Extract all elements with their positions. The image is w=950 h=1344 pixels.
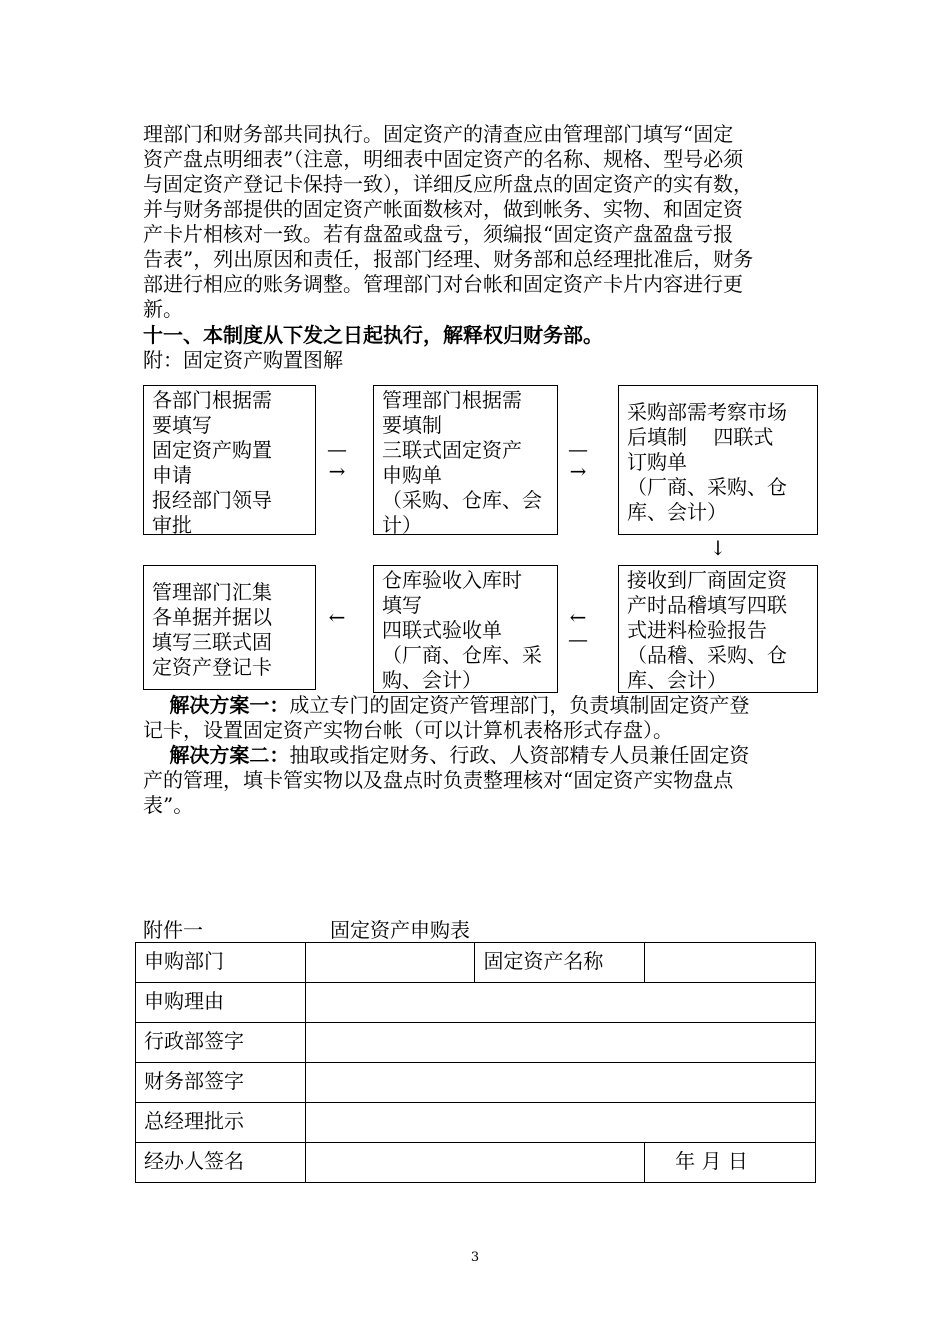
solution-two-label: 解决方案二： [169,743,290,767]
flow-text: 各部门根据需 [152,388,272,412]
flow-box-inspection-report [618,565,818,693]
gm-approval-label: 总经理批示 [136,1103,306,1143]
flow-arrow-down: ↓ [709,536,727,560]
flow-text: 库、会计） [627,668,727,692]
dept-label: 申购部门 [136,943,306,983]
flow-text: 填写三联式固 [152,630,272,654]
intro-line: 并与财务部提供的固定资产帐面数核对，做到帐务、实物、和固定资 [143,197,743,221]
flow-text: （品稽、采购、仓 [627,643,787,667]
flow-text: 式进料检验报告 [627,618,767,642]
form-row [136,943,816,983]
flow-text: 报经部门领导 [152,488,272,512]
solution-two-text: 抽取或指定财务、行政、人资部精专人员兼任固定资 [289,743,750,767]
arrow-dash: — [327,437,347,461]
reason-label: 申购理由 [136,983,306,1023]
arrow-right-icon: → [569,459,587,483]
form-row [136,1143,816,1183]
flow-box-dept-request [143,385,316,535]
flow-text: 接收到厂商固定资 [627,568,787,592]
dept-field[interactable] [305,943,475,983]
solution-two [143,743,811,818]
flow-box-asset-card [143,565,316,690]
flow-arrow-right-1 [322,438,352,482]
intro-line: 与固定资产登记卡保持一致），详细反应所盘点的固定资产的实有数， [143,172,753,196]
form-title: 固定资产申购表 [330,918,470,942]
flow-text: 要填制 [382,413,442,437]
flow-text: 订购单 [627,450,687,474]
flow-box-purchase-request [373,385,558,535]
flow-text: 四联式验收单 [382,618,502,642]
flow-text: （厂商、采购、仓 [627,475,787,499]
intro-line: 告表”，列出原因和责任，报部门经理、财务部和总经理批准后，财务 [143,247,754,271]
arrow-dash: — [568,627,588,651]
arrow-right-icon: → [328,459,346,483]
flow-text: 定资产登记卡 [152,655,272,679]
flow-box-receipt-slip [373,565,558,693]
form-row [136,983,816,1023]
finance-sign-label: 财务部签字 [136,1063,306,1103]
intro-line: 资产盘点明细表”（注意，明细表中固定资产的名称、规格、型号必须 [143,147,744,171]
flow-text: 填写 [382,593,422,617]
appendix-label: 附：固定资产购置图解 [143,348,343,372]
section-11-heading: 十一、本制度从下发之日起执行，解释权归财务部。 [143,323,603,347]
flow-text: 管理部门根据需 [382,388,522,412]
page-number: 3 [470,1250,480,1265]
flow-text: 采购部需考察市场 [627,400,787,424]
handler-sign-field[interactable] [305,1143,644,1183]
solution-one-cont: 记卡，设置固定资产实物台帐（可以计算机表格形式存盘）。 [143,718,673,742]
flow-text: 库、会计） [627,500,727,524]
gm-approval-field[interactable] [305,1103,815,1143]
intro-line: 部进行相应的账务调整。管理部门对台帐和固定资产卡片内容进行更 [143,272,743,296]
flow-text: （采购、仓库、会 [382,488,542,512]
flow-text: 三联式固定资产 [382,438,522,462]
solution-two-first-line [143,743,811,768]
flow-text: 固定资产购置 [152,438,272,462]
attachment-label: 附件一 [143,918,203,942]
arrow-dash: — [568,437,588,461]
date-field[interactable]: 年 月 日 [645,1143,816,1183]
purchase-request-form [135,942,816,1183]
solution-one-text: 成立专门的固定资产管理部门，负责填制固定资产登 [289,693,750,717]
flow-arrow-left-1 [563,606,593,650]
admin-sign-label: 行政部签字 [136,1023,306,1063]
finance-sign-field[interactable] [305,1063,815,1103]
solution-one-first-line [143,693,811,718]
flow-text: 各单据并据以 [152,605,272,629]
solution-two-cont: 产的管理，填卡管实物以及盘点时负责整理核对“固定资产实物盘点 [143,768,734,792]
asset-name-field[interactable] [645,943,816,983]
solution-one-label: 解决方案一： [169,693,290,717]
form-row [136,1023,816,1063]
flow-text: 要填写 [152,413,212,437]
reason-field[interactable] [305,983,815,1023]
intro-paragraph [143,122,811,322]
flow-text: 购、会计） [382,668,482,692]
flow-text: 管理部门汇集 [152,580,272,604]
flow-text: 申请 [152,463,192,487]
flow-text: 仓库验收入库时 [382,568,522,592]
flow-text: 计） [382,513,422,537]
intro-line: 理部门和财务部共同执行。固定资产的清查应由管理部门填写“固定 [143,122,734,146]
admin-sign-field[interactable] [305,1023,815,1063]
flow-arrow-right-2 [563,438,593,482]
flow-text: 审批 [152,513,192,537]
form-row [136,1103,816,1143]
form-row [136,1063,816,1103]
intro-line: 产卡片相核对一致。若有盘盈或盘亏，须编报“固定资产盘盈盘亏报 [143,222,734,246]
intro-line: 新。 [143,297,183,321]
handler-sign-label: 经办人签名 [136,1143,306,1183]
solution-two-cont: 表”。 [143,793,194,817]
flow-text: 后填制 四联式 [627,425,774,449]
flow-arrow-left-2: ← [328,605,346,629]
asset-name-label: 固定资产名称 [475,943,645,983]
solution-one [143,693,811,743]
flow-text: （厂商、仓库、采 [382,643,542,667]
flow-text: 产时品稽填写四联 [627,593,787,617]
flow-box-purchase-order [618,385,818,535]
flow-text: 申购单 [382,463,442,487]
arrow-left-icon: ← [569,605,587,629]
